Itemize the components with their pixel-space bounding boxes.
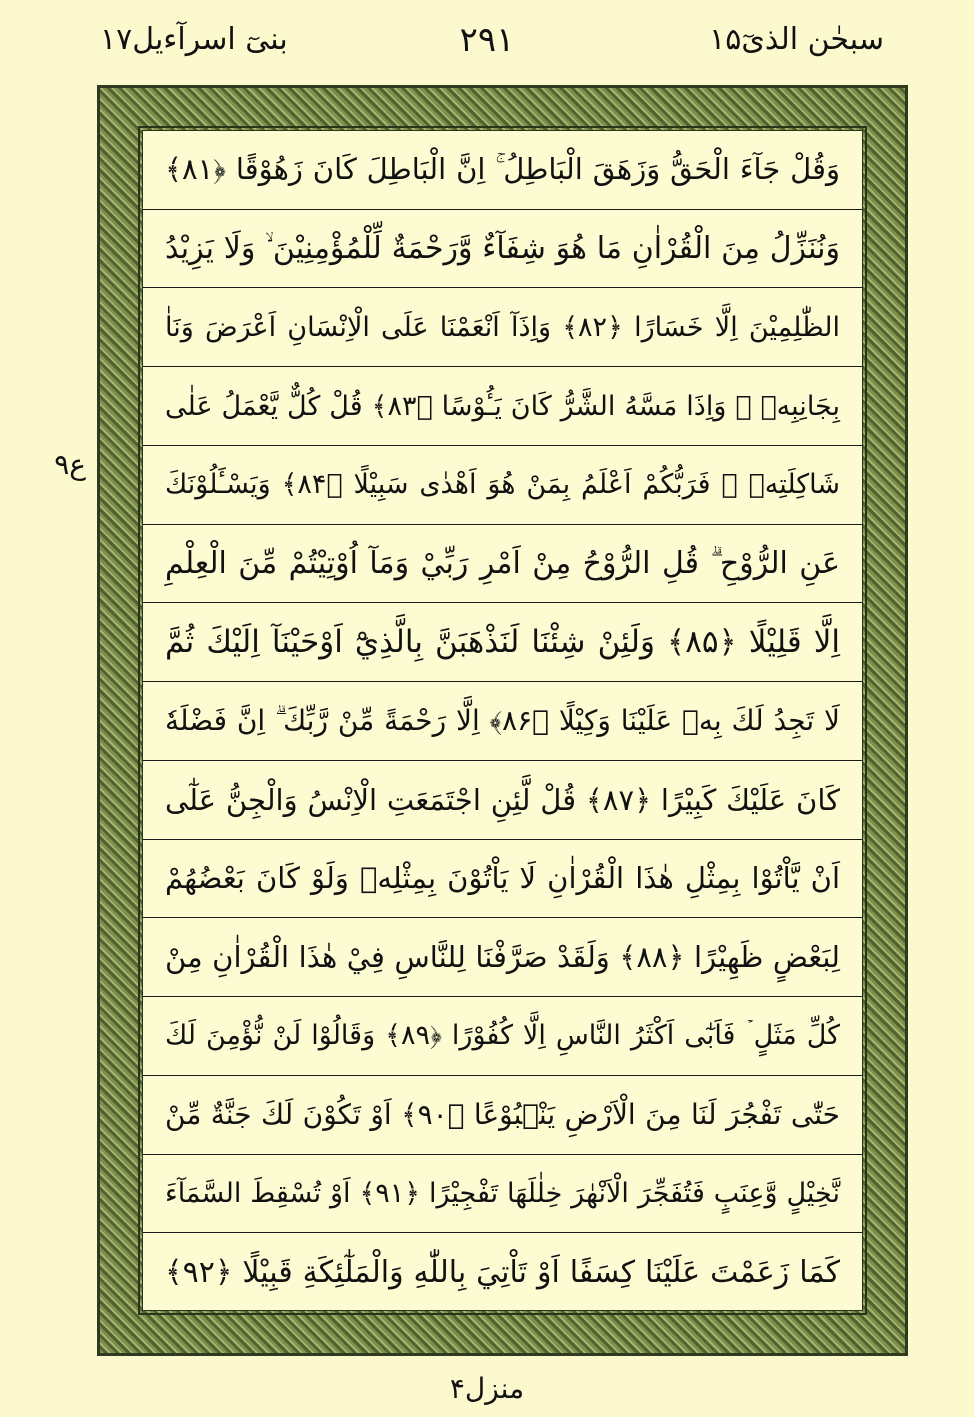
juz-name: سبحٰن الذیٓ۱۵: [709, 22, 884, 57]
verse-line: [143, 446, 862, 525]
verse-line-text: كَانَ عَلَيْكَ كَبِيْرًا ﴿۸۷﴾ قُلْ لَّئِنِ اجْتَمَعَتِ الْاِنْسُ وَالْجِنُّ عَلٰٓى: [165, 782, 840, 817]
verse-line: [143, 1076, 862, 1155]
verse-line: [143, 682, 862, 761]
verse-line: [143, 525, 862, 604]
verse-line: [143, 288, 862, 367]
verse-line: [143, 210, 862, 289]
verse-line-text: وَنُنَزِّلُ مِنَ الْقُرْاٰنِ مَا هُوَ شِفَآءٌ وَّرَحْمَةٌ لِّلْمُؤْمِنِيْنَ ۙ وَلَا يَزِيْدُ: [165, 231, 840, 267]
verse-line: [143, 131, 862, 210]
verse-line: [143, 997, 862, 1076]
verse-line-text: اِلَّا قَلِيْلًا ﴿۸۵﴾ وَلَئِنْ شِئْنَا لَنَذْهَبَنَّ بِالَّذِيْٓ اَوْحَيْنَآ اِلَيْكَ ثُمَّ: [165, 624, 841, 661]
verse-line: [143, 1155, 862, 1234]
verse-line-text: شَاكِلَتِهٖ ۗ فَرَبُّكُمْ اَعْلَمُ بِمَنْ هُوَ اَهْدٰى سَبِيْلًا ﴿۸۴﴾ وَيَسْـَٔلُوْنَكَ: [165, 469, 840, 501]
verse-line-text: لِبَعْضٍ ظَهِيْرًا ﴿۸۸﴾ وَلَقَدْ صَرَّفْنَا لِلنَّاسِ فِيْ هٰذَا الْقُرْاٰنِ مِنْ: [165, 940, 840, 975]
verse-line-text: وَقُلْ جَآءَ الْحَقُّ وَزَهَقَ الْبَاطِلُ ۚ اِنَّ الْبَاطِلَ كَانَ زَهُوْقًا ﴿۸۱﴾: [165, 152, 840, 187]
verse-line-text: كَمَا زَعَمْتَ عَلَيْنَا كِسَفًا اَوْ تَاْتِيَ بِاللّٰهِ وَالْمَلٰٓئِكَةِ قَبِيْلًا ﴿۹۲﴾: [165, 1255, 840, 1291]
verse-line: [143, 918, 862, 997]
verse-line-text: الظّٰلِمِيْنَ اِلَّا خَسَارًا ﴿۸۲﴾ وَاِذَآ اَنْعَمْنَا عَلَى الْاِنْسَانِ اَعْرَضَ وَنَاٰ: [165, 311, 840, 343]
verse-line-text: لَا تَجِدُ لَكَ بِهٖ عَلَيْنَا وَكِيْلًا ﴿۸۶﴾ اِلَّا رَحْمَةً مِّنْ رَّبِّكَ ۗ اِنَّ فَضْلَهٗ: [165, 703, 840, 737]
manzil-label: منزل۴: [449, 1372, 525, 1405]
verse-line-text: حَتّٰى تَفْجُرَ لَنَا مِنَ الْاَرْضِ يَنْۢبُوْعًا ﴿۹۰﴾ اَوْ تَكُوْنَ لَكَ جَنَّةٌ مِّنْ: [165, 1098, 840, 1132]
verse-line-text: نَّخِيْلٍ وَّعِنَبٍ فَتُفَجِّرَ الْاَنْهٰرَ خِلٰلَهَا تَفْجِيْرًا ﴿۹۱﴾ اَوْ تُسْقِطَ السَّمَآءَ: [165, 1177, 840, 1209]
verse-text-area: [142, 130, 863, 1311]
page-header: [0, 0, 974, 78]
surah-name: بنیٓ اسرآءیل۱۷: [100, 22, 288, 57]
page-number: ۲۹۱: [459, 20, 515, 60]
verse-line: [143, 603, 862, 682]
verse-line-text: اَنْ يَّاْتُوْا بِمِثْلِ هٰذَا الْقُرْاٰنِ لَا يَاْتُوْنَ بِمِثْلِهٖ وَلَوْ كَانَ بَعْضُهُمْ: [165, 861, 840, 896]
ornamental-border: [97, 85, 908, 1356]
verse-line-text: عَنِ الرُّوْحِ ۗ قُلِ الرُّوْحُ مِنْ اَمْرِ رَبِّيْ وَمَآ اُوْتِيْتُمْ مِّنَ الْعِلْمِ: [165, 546, 840, 582]
verse-line: [143, 840, 862, 919]
ruku-marker: ع۹: [54, 448, 86, 481]
verse-line: [143, 367, 862, 446]
verse-line-text: كُلِّ مَثَلٍ ۡ فَاَبٰٓى اَكْثَرُ النَّاسِ اِلَّا كُفُوْرًا ﴿۸۹﴾ وَقَالُوْا لَنْ نُّؤْمِنَ لَكَ: [165, 1019, 840, 1051]
verse-line-text: بِجَانِبِهٖ ۚ وَاِذَا مَسَّهُ الشَّرُّ كَانَ يَـُٔوْسًا ﴿۸۳﴾ قُلْ كُلٌّ يَّعْمَلُ عَلٰى: [165, 390, 840, 422]
verse-line: [143, 761, 862, 840]
verse-line: [143, 1233, 862, 1312]
